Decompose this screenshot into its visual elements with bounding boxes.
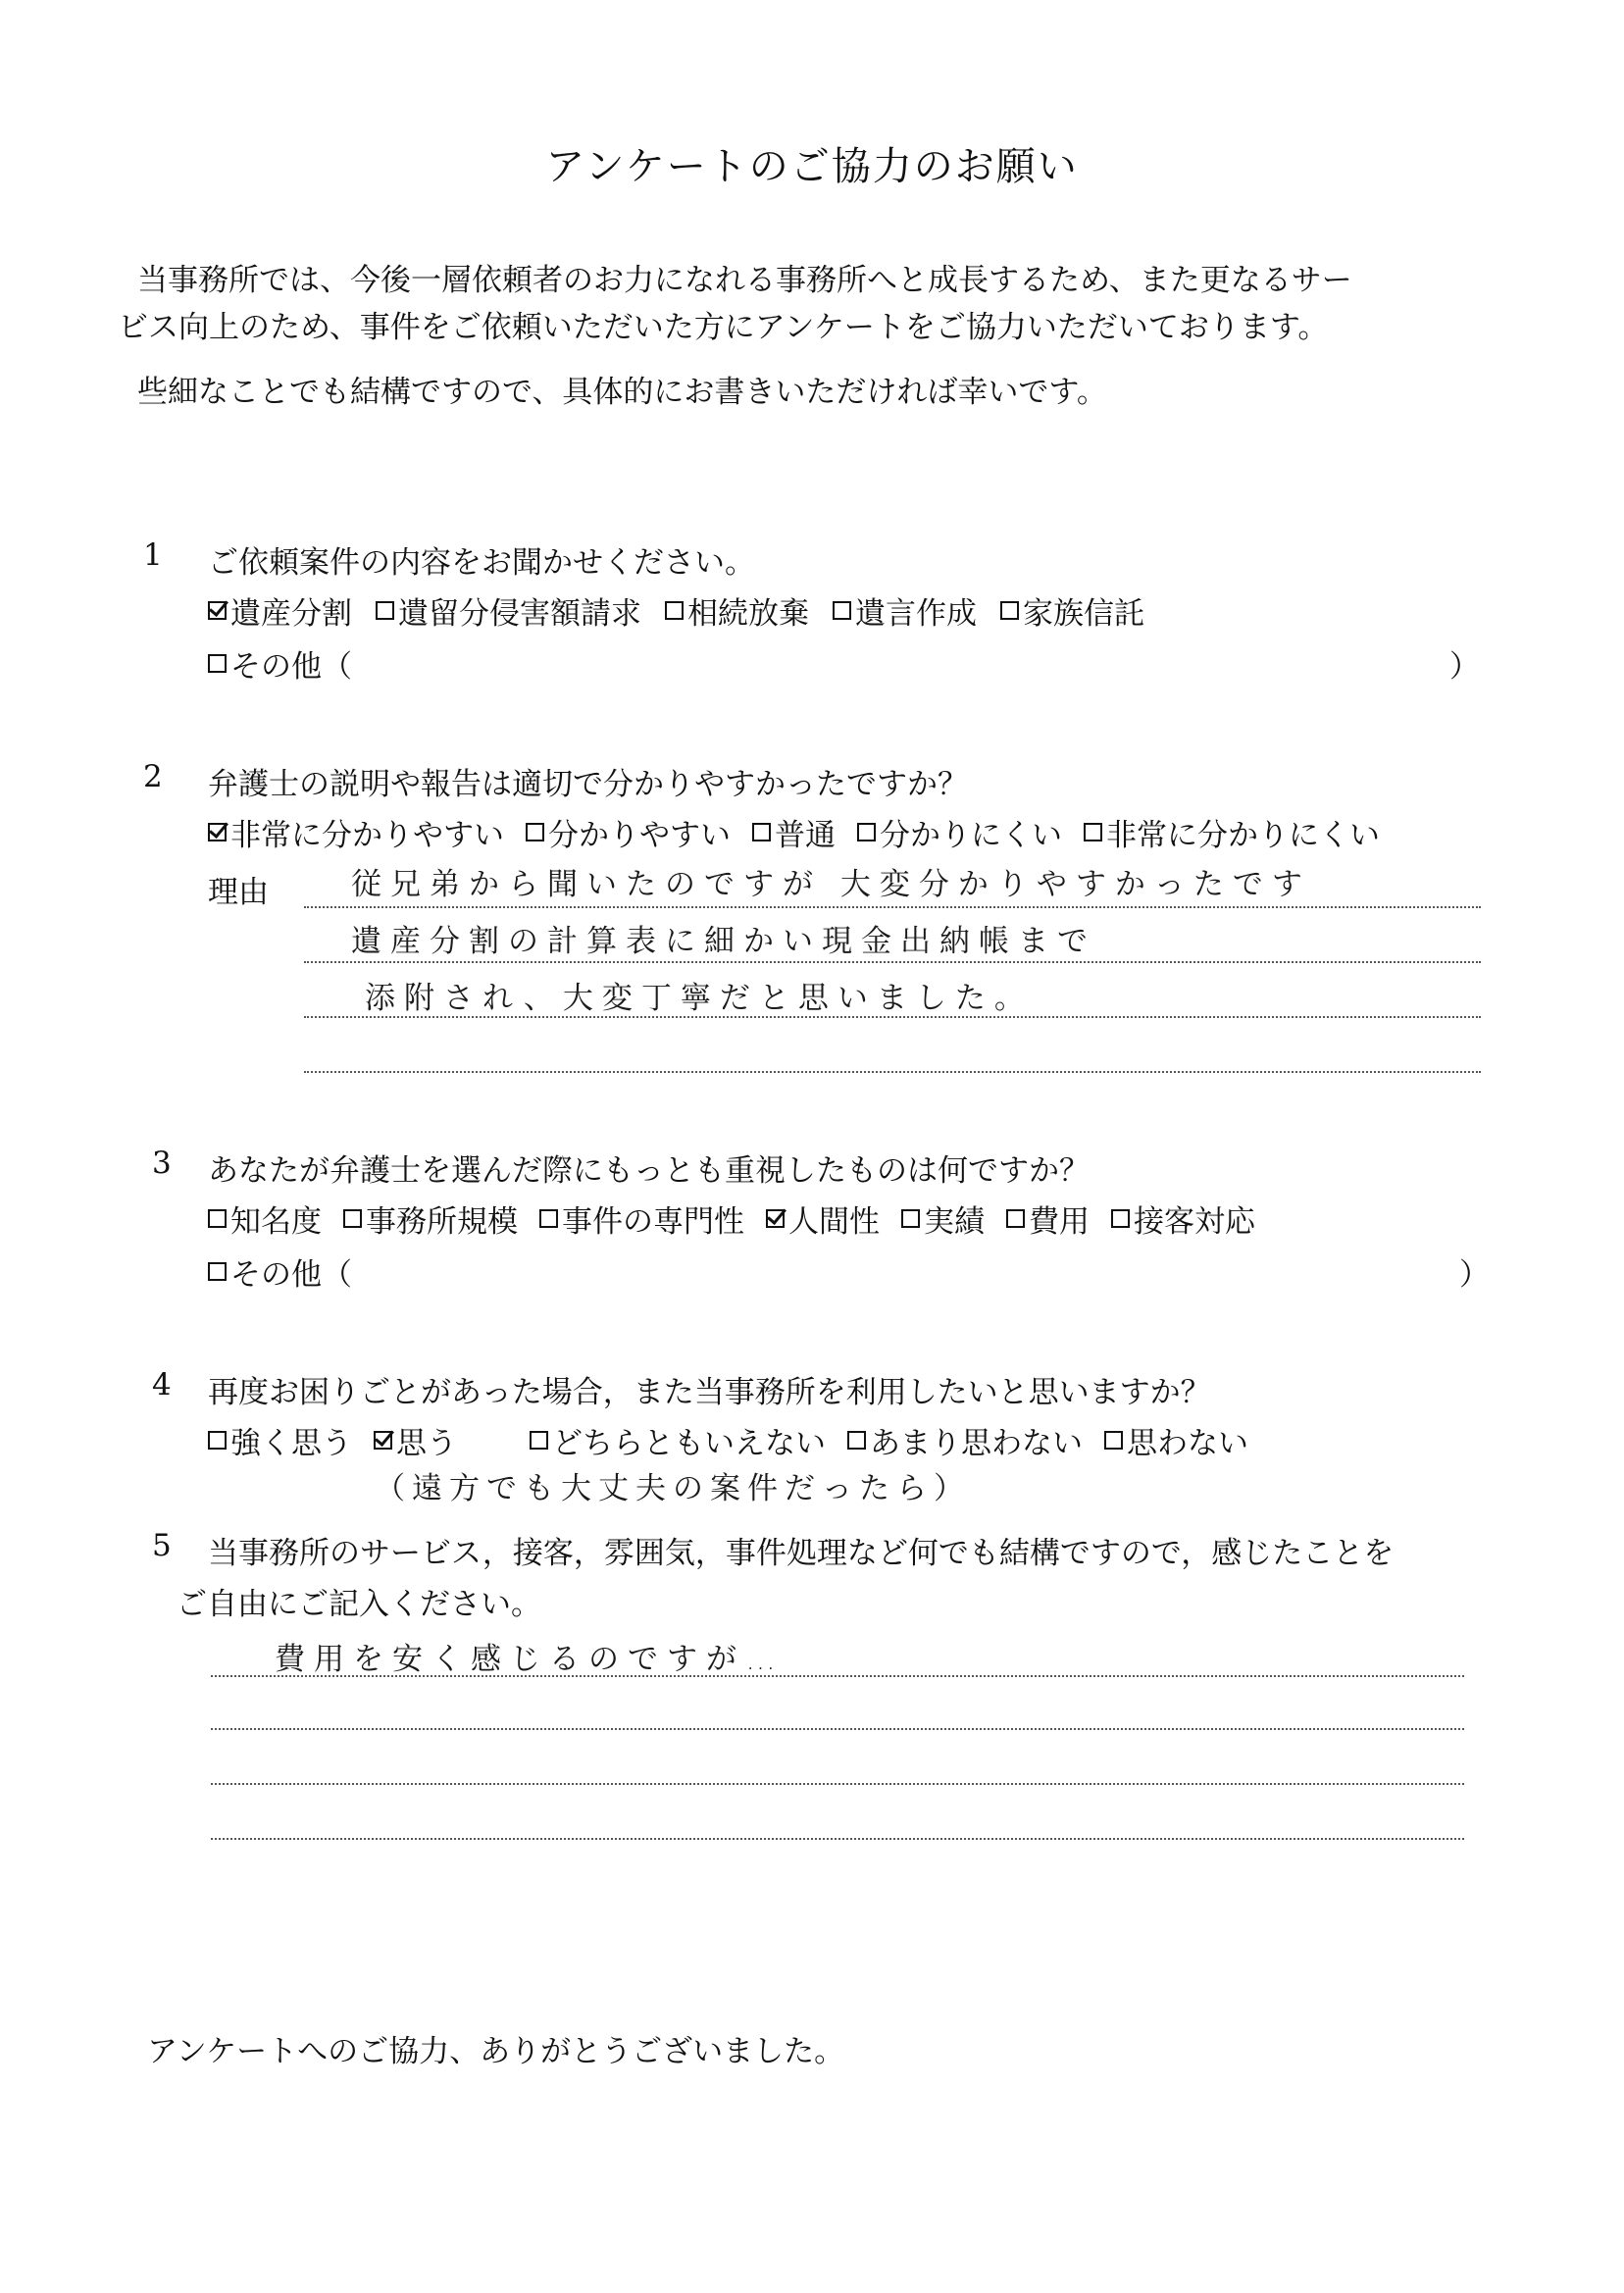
option-label: 分かりにくい bbox=[880, 818, 1062, 853]
q3-option-personality[interactable] bbox=[766, 1197, 880, 1241]
checkbox-icon[interactable] bbox=[208, 601, 227, 620]
q4-option-strongly[interactable] bbox=[208, 1418, 352, 1462]
page-title: アンケートのご協力のお願い bbox=[545, 144, 1079, 189]
q3-option-fame[interactable] bbox=[208, 1197, 322, 1241]
q3-option-expertise[interactable] bbox=[539, 1197, 744, 1241]
q1-option-inheritance-division[interactable] bbox=[208, 588, 352, 633]
option-label: 非常に分かりにくい bbox=[1106, 818, 1380, 853]
intro-line-3: 些細なことでも結構ですので、具体的にお書きいただければ幸いです。 bbox=[137, 375, 1107, 410]
checkbox-icon[interactable] bbox=[208, 823, 227, 841]
q3-number: 3 bbox=[152, 1146, 172, 1181]
q3-option-firm-size[interactable] bbox=[343, 1197, 518, 1241]
option-label: 遺産分割 bbox=[230, 596, 352, 632]
q1-text: ご依頼案件の内容をお聞かせください。 bbox=[208, 545, 755, 581]
reason-dotted-line bbox=[304, 1016, 1481, 1018]
q2-text: 弁護士の説明や報告は適切で分かりやすかったですか？ bbox=[208, 767, 968, 802]
checkbox-icon[interactable] bbox=[343, 1209, 362, 1228]
q5-text-line-1: 当事務所のサービス，接客，雰囲気，事件処理など何でも結構ですので，感じたことを bbox=[208, 1536, 1395, 1571]
answer-dotted-line bbox=[211, 1728, 1464, 1730]
q2-reason-line-2: 遺産分割の計算表に細かい現金出納帳まで bbox=[351, 924, 1096, 959]
option-label: あまり思わない bbox=[870, 1426, 1083, 1461]
option-label: 普通 bbox=[775, 818, 836, 853]
q2-reason-line-1: 従兄弟から聞いたのですが 大変分かりやすかったです bbox=[351, 867, 1311, 902]
option-label: 遺留分侵害額請求 bbox=[398, 596, 641, 632]
closing-message: アンケートへのご協力、ありがとうございました。 bbox=[147, 2034, 845, 2069]
q5-text-line-2: ご自由にご記入ください。 bbox=[177, 1587, 541, 1622]
q3-other-close: ） bbox=[1459, 1257, 1490, 1293]
q4-option-no[interactable] bbox=[1104, 1418, 1248, 1462]
checkbox-icon[interactable] bbox=[208, 1209, 227, 1228]
checkbox-icon[interactable] bbox=[833, 601, 851, 620]
checkbox-icon[interactable] bbox=[1111, 1209, 1130, 1228]
other-label: その他（ bbox=[230, 649, 352, 685]
q1-options bbox=[208, 588, 1144, 633]
answer-dotted-line bbox=[211, 1783, 1464, 1785]
q3-options bbox=[208, 1197, 1255, 1241]
checkbox-icon[interactable] bbox=[1084, 823, 1102, 841]
q2-option-unclear[interactable] bbox=[857, 810, 1062, 854]
q3-other[interactable] bbox=[208, 1249, 352, 1294]
intro-line-2: ビス向上のため、事件をご依頼いただいた方にアンケートをご協力いただいております。 bbox=[118, 310, 1329, 345]
checkbox-icon[interactable] bbox=[1006, 1209, 1025, 1228]
q1-other[interactable] bbox=[208, 641, 352, 686]
q2-option-normal[interactable] bbox=[752, 810, 836, 854]
checkbox-icon[interactable] bbox=[857, 823, 876, 841]
q1-option-reserved-portion[interactable] bbox=[376, 588, 641, 633]
q3-option-service[interactable] bbox=[1111, 1197, 1255, 1241]
option-label: 接客対応 bbox=[1134, 1204, 1255, 1240]
q4-handwritten-note: （遠方でも大丈夫の案件だったら） bbox=[375, 1471, 971, 1506]
q4-option-not-much[interactable] bbox=[847, 1418, 1083, 1462]
reason-dotted-line bbox=[304, 1071, 1481, 1073]
q1-number: 1 bbox=[143, 537, 163, 573]
option-label: 強く思う bbox=[230, 1426, 352, 1461]
reason-dotted-line bbox=[304, 906, 1481, 908]
q2-reason-line-3: 添附され、大変丁寧だと思いました。 bbox=[365, 981, 1034, 1016]
option-label: 思わない bbox=[1127, 1426, 1248, 1461]
checkbox-icon[interactable] bbox=[752, 823, 771, 841]
checkbox-icon[interactable] bbox=[208, 654, 227, 673]
other-label: その他（ bbox=[230, 1257, 352, 1293]
option-label: 事務所規模 bbox=[366, 1204, 518, 1240]
option-label: 相続放棄 bbox=[687, 596, 809, 632]
q4-option-neutral[interactable] bbox=[530, 1418, 826, 1462]
checkbox-icon[interactable] bbox=[530, 1431, 548, 1450]
checkbox-icon[interactable] bbox=[901, 1209, 920, 1228]
checkbox-icon[interactable] bbox=[665, 601, 684, 620]
option-label: 実績 bbox=[924, 1204, 985, 1240]
checkbox-icon[interactable] bbox=[208, 1262, 227, 1281]
checkbox-icon[interactable] bbox=[1000, 601, 1019, 620]
q4-options bbox=[208, 1418, 1248, 1462]
checkbox-icon[interactable] bbox=[1104, 1431, 1123, 1450]
q2-option-very-clear[interactable] bbox=[208, 810, 504, 854]
q1-other-close: ） bbox=[1449, 649, 1480, 685]
option-label: 家族信託 bbox=[1023, 596, 1144, 632]
option-label: 非常に分かりやすい bbox=[230, 818, 504, 853]
option-label: どちらともいえない bbox=[552, 1426, 826, 1461]
q1-option-family-trust[interactable] bbox=[1000, 588, 1144, 633]
q4-number: 4 bbox=[152, 1367, 172, 1402]
q3-option-track-record[interactable] bbox=[901, 1197, 985, 1241]
option-label: 人間性 bbox=[788, 1204, 880, 1240]
q1-option-will[interactable] bbox=[833, 588, 977, 633]
checkbox-icon[interactable] bbox=[374, 1431, 392, 1450]
q5-number: 5 bbox=[152, 1528, 172, 1563]
option-label: 費用 bbox=[1029, 1204, 1090, 1240]
option-label: 事件の専門性 bbox=[562, 1204, 744, 1240]
q2-option-clear[interactable] bbox=[526, 810, 731, 854]
answer-dotted-line bbox=[211, 1675, 1464, 1677]
answer-dotted-line bbox=[211, 1838, 1464, 1840]
q5-handwritten-answer: 費用を安く感じるのですが… bbox=[275, 1642, 785, 1677]
q2-options bbox=[208, 810, 1380, 854]
intro-line-1: 当事務所では、今後一層依頼者のお力になれる事務所へと成長するため、また更なるサー bbox=[137, 263, 1352, 298]
q4-text: 再度お困りごとがあった場合，また当事務所を利用したいと思いますか？ bbox=[208, 1375, 1211, 1410]
option-label: 分かりやすい bbox=[548, 818, 731, 853]
q2-option-very-unclear[interactable] bbox=[1084, 810, 1380, 854]
q2-number: 2 bbox=[143, 759, 163, 794]
checkbox-icon[interactable] bbox=[526, 823, 544, 841]
q3-option-cost[interactable] bbox=[1006, 1197, 1090, 1241]
checkbox-icon[interactable] bbox=[376, 601, 394, 620]
checkbox-icon[interactable] bbox=[847, 1431, 866, 1450]
q2-reason-label: 理由 bbox=[208, 875, 269, 910]
q4-option-yes[interactable] bbox=[374, 1418, 457, 1462]
checkbox-icon[interactable] bbox=[766, 1209, 785, 1228]
option-label: 思う bbox=[396, 1426, 457, 1461]
reason-dotted-line bbox=[304, 961, 1481, 963]
checkbox-icon[interactable] bbox=[208, 1431, 227, 1450]
option-label: 知名度 bbox=[230, 1204, 322, 1240]
q3-text: あなたが弁護士を選んだ際にもっとも重視したものは何ですか？ bbox=[208, 1153, 1090, 1189]
checkbox-icon[interactable] bbox=[539, 1209, 558, 1228]
option-label: 遺言作成 bbox=[855, 596, 977, 632]
q1-option-renunciation[interactable] bbox=[665, 588, 809, 633]
